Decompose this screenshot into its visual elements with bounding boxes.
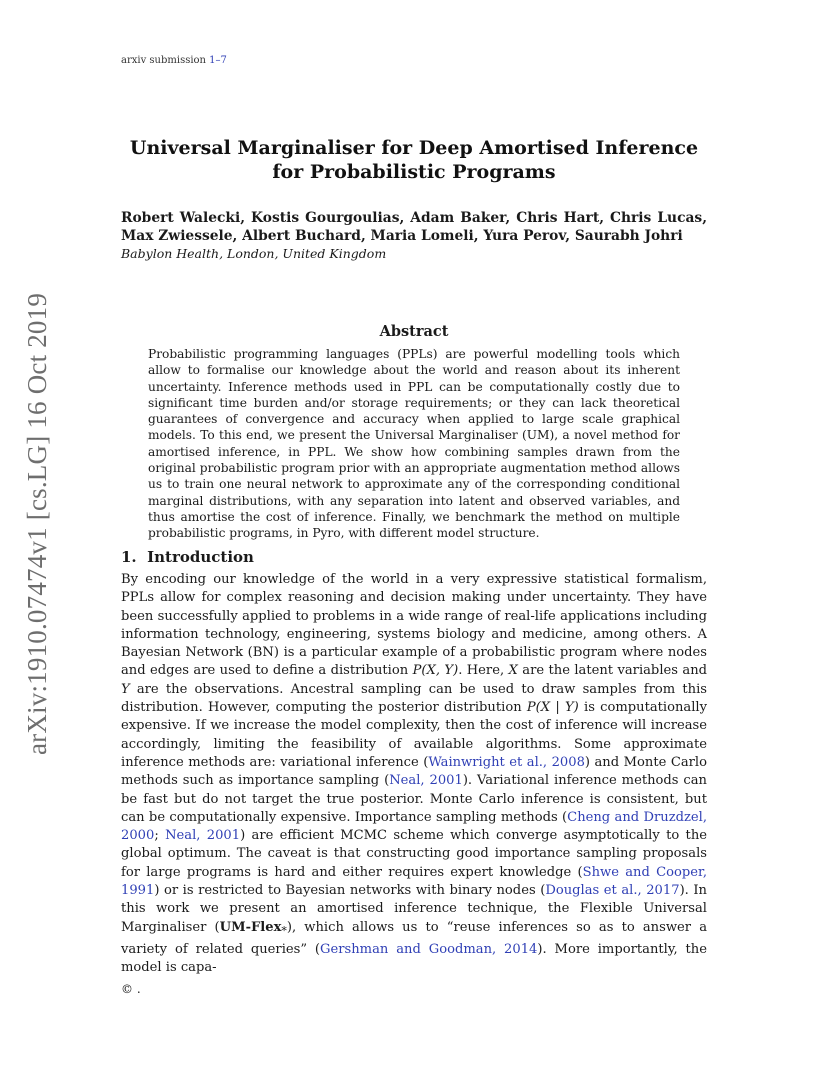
text-run: ; (154, 828, 166, 844)
text-run: ) and Monte Carlo methods such as importance sampling ( (121, 754, 707, 789)
method-name: UM-Flex (219, 919, 282, 935)
introduction-paragraph (121, 571, 707, 977)
paper-title: Universal Marginaliser for Deep Amortised Inference for Probabilistic Programs (129, 137, 699, 183)
citation-link[interactable]: Neal, 2001 (165, 828, 241, 844)
author-list: Robert Walecki, Kostis Gourgoulias, Adam Baker, Chris Hart, Chris Lucas, Max Zwiessele, Albert Buchard, Maria Lomeli, Yura Perov, Saurabh Johri (121, 210, 707, 244)
section-heading (121, 548, 254, 566)
header-text: arxiv submission (121, 55, 210, 66)
math-expression: P(X, Y) (412, 663, 459, 679)
text-run: . Here, (458, 663, 509, 679)
citation-link[interactable]: Shwe and Cooper, 1991 (121, 864, 708, 899)
abstract-body: Probabilistic programming languages (PPLs) are powerful modelling tools which allow to formalise our knowledge about the world and reason about its inherent uncertainty. Inference methods used in PPL can be computationally costly due to significant time burden and/or storage requirements; or they can lack theoretical guarantees of convergence and accuracy when applied to large scale graphical models. To this end, we present the Universal Marginaliser (UM), a novel method for amortised inference, in PPL. We show how combining samples drawn from the original probabilistic program prior with an appropriate augmentation method allows us to train one neural network to approximate any of the corresponding conditional marginal distributions, with any separation into latent and observed variables, and thus amortise the cost of inference. Finally, we benchmark the method on multiple probabilistic programs, in Pyro, with different model structure. (148, 347, 680, 541)
citation-link[interactable]: Gershman and Goodman, 2014 (320, 941, 538, 957)
text-run: are the observations. Ancestral sampling can be used to draw samples from this distribution. However, computing the posterior distribution (121, 681, 707, 716)
text-run: ). In this work we present an amortised inference technique, the Flexible Universal Marginaliser ( (121, 883, 707, 935)
text-run: is computationally expensive. If we increase the model complexity, then the cost of inference will increase accordingly, limiting the feasibility of available algorithms. Some approximate inference methods are: variational inference ( (121, 700, 708, 770)
text-run: ). More importantly, the model is capa- (121, 941, 707, 975)
abstract-heading: Abstract (379, 323, 449, 340)
citation-link[interactable]: Neal, 2001 (389, 773, 463, 789)
running-header (121, 55, 227, 66)
section-title: Introduction (147, 548, 254, 566)
method-subscript: * (281, 924, 287, 938)
text-run: are the latent variables and (517, 663, 708, 679)
citation-link[interactable]: Douglas et al., 2017 (545, 883, 680, 899)
math-expression: P(X | Y) (526, 700, 579, 716)
citation-link[interactable]: Cheng and Druzdzel, 2000 (121, 809, 707, 844)
copyright-notice: © . (121, 982, 141, 996)
text-run: ) are efficient MCMC scheme which converge asymptotically to the global optimum. The caveat is that constructing good importance sampling proposals for large programs is hard and either requires expert knowledge ( (121, 828, 707, 880)
text-run: ). Variational inference methods can be fast but do not target the true posterior. Monte Carlo inference is consistent, but can be computationally expensive. Importance sampling methods ( (121, 773, 707, 825)
math-expression: Y (121, 681, 130, 697)
section-number: 1. (121, 548, 137, 566)
math-expression: X (508, 663, 518, 679)
citation-link[interactable]: Wainwright et al., 2008 (428, 754, 585, 770)
text-run: ), which allows us to “reuse inferences so as to answer a variety of related queries” ( (121, 919, 707, 957)
text-run: ) or is restricted to Bayesian networks with binary nodes ( (154, 883, 546, 899)
text-run: By encoding our knowledge of the world in a very expressive statistical formalism, PPLs allow for complex reasoning and decision making under uncertainty. They have been successfully applied to problems in a wide range of real-life applications including information technology, engineering, systems biology and medicine, among others. A Bayesian Network (BN) is a particular example of a probabilistic program where nodes and edges are used to define a distribution (121, 572, 707, 679)
arxiv-identifier: arXiv:1910.07474v1 [cs.LG] 16 Oct 2019 (22, 292, 52, 755)
header-page-range-link[interactable]: 1–7 (209, 55, 227, 66)
affiliation: Babylon Health, London, United Kingdom (121, 246, 387, 261)
